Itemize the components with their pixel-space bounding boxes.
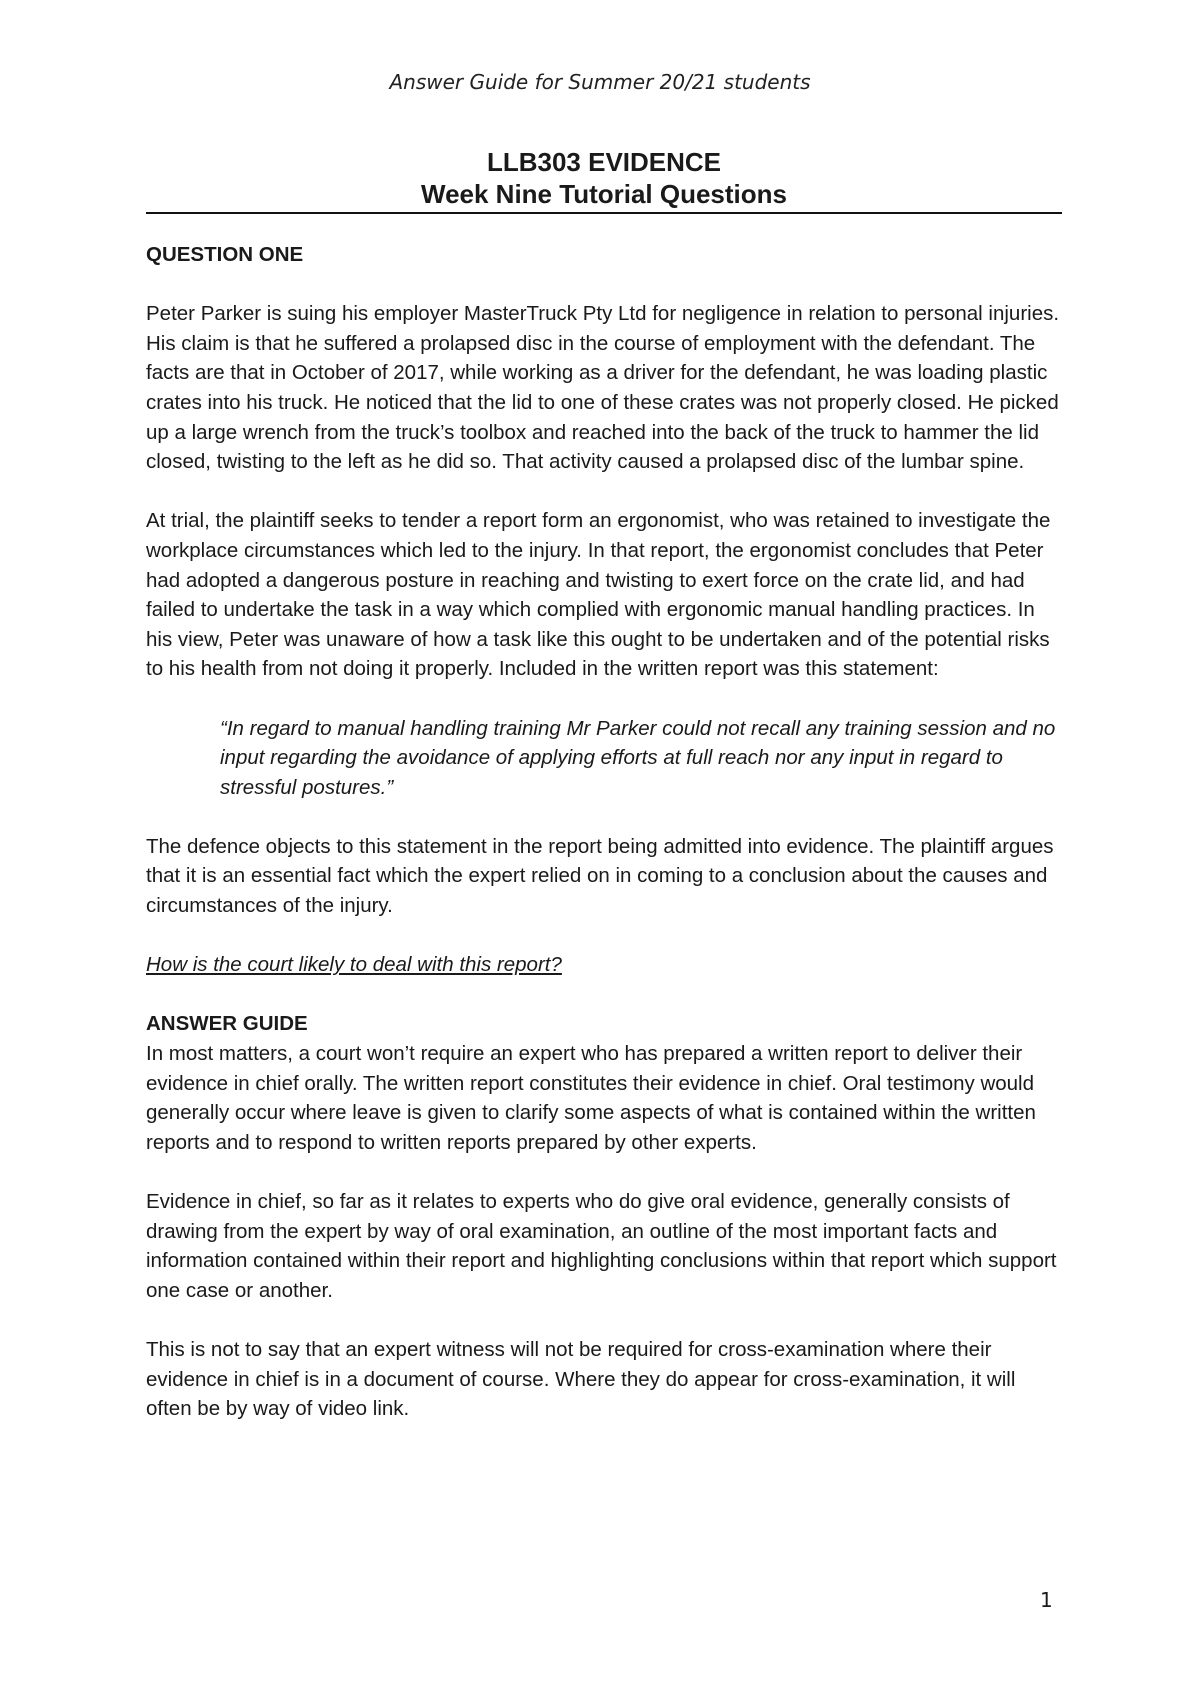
course-title: LLB303 EVIDENCE: [486, 147, 722, 177]
question-prompt-paragraph: [146, 950, 1066, 980]
question-paragraph: The defence objects to this statement in the report being admitted into evidence. The plaintiff argues that it is an essential fact which the expert relied on in coming to a conclusion about the causes and circumstances of the injury.: [146, 834, 1054, 918]
question-one-heading: QUESTION ONE: [146, 243, 304, 266]
document-body: [146, 240, 1066, 1453]
page-number: 1: [1040, 1588, 1053, 1612]
page-header-note: Answer Guide for Summer 20/21 students: [389, 70, 811, 94]
title-divider: [146, 212, 1062, 214]
tutorial-title: Week Nine Tutorial Questions: [421, 179, 787, 209]
question-paragraph: At trial, the plaintiff seeks to tender a report form an ergonomist, who was retained to investigate the workplace circumstances which led to the injury. In that report, the ergonomist concludes that Peter had adopted a dangerous posture in reaching and twisting to exert force on the crate lid, and had failed to undertake the task in a way which complied with ergonomic manual handling practices. In his view, Peter was unaware of how a task like this ought to be undertaken and of the potential risks to his health from not doing it properly. Included in the written report was this statement:: [146, 509, 1051, 681]
answer-paragraph: Evidence in chief, so far as it relates to experts who do give oral evidence, generally consists of drawing from the expert by way of oral examination, an outline of the most important facts and information contained within their report and highlighting conclusions within that report which support one case or another.: [146, 1190, 1057, 1302]
document-title: [146, 146, 1062, 210]
question-prompt: How is the court likely to deal with this report?: [146, 953, 562, 977]
answer-paragraph: This is not to say that an expert witness will not be required for cross-examination where their evidence in chief is in a document of course. Where they do appear for cross-examination, it will often be by way of video link.: [146, 1337, 1016, 1421]
report-quote: “In regard to manual handling training Mr Parker could not recall any training session and no input regarding the avoidance of applying efforts at full reach nor any input in regard to stressful postures.”: [220, 716, 1056, 799]
answer-guide-heading: ANSWER GUIDE: [146, 1012, 308, 1036]
answer-paragraph: In most matters, a court won’t require an expert who has prepared a written report to deliver their evidence in chief orally. The written report constitutes their evidence in chief. Oral testimony would generally occur where leave is given to clarify some aspects of what is contained within the written reports and to respond to written reports prepared by other experts.: [146, 1042, 1036, 1154]
question-paragraph: Peter Parker is suing his employer MasterTruck Pty Ltd for negligence in relation to personal injuries. His claim is that he suffered a prolapsed disc in the course of employment with the defendant. The facts are that in October of 2017, while working as a driver for the defendant, he was loading plastic crates into his truck. He noticed that the lid to one of these crates was not properly closed. He picked up a large wrench from the truck’s toolbox and reached into the back of the truck to hammer the lid closed, twisting to the left as he did so. That activity caused a prolapsed disc of the lumbar spine.: [146, 302, 1060, 474]
